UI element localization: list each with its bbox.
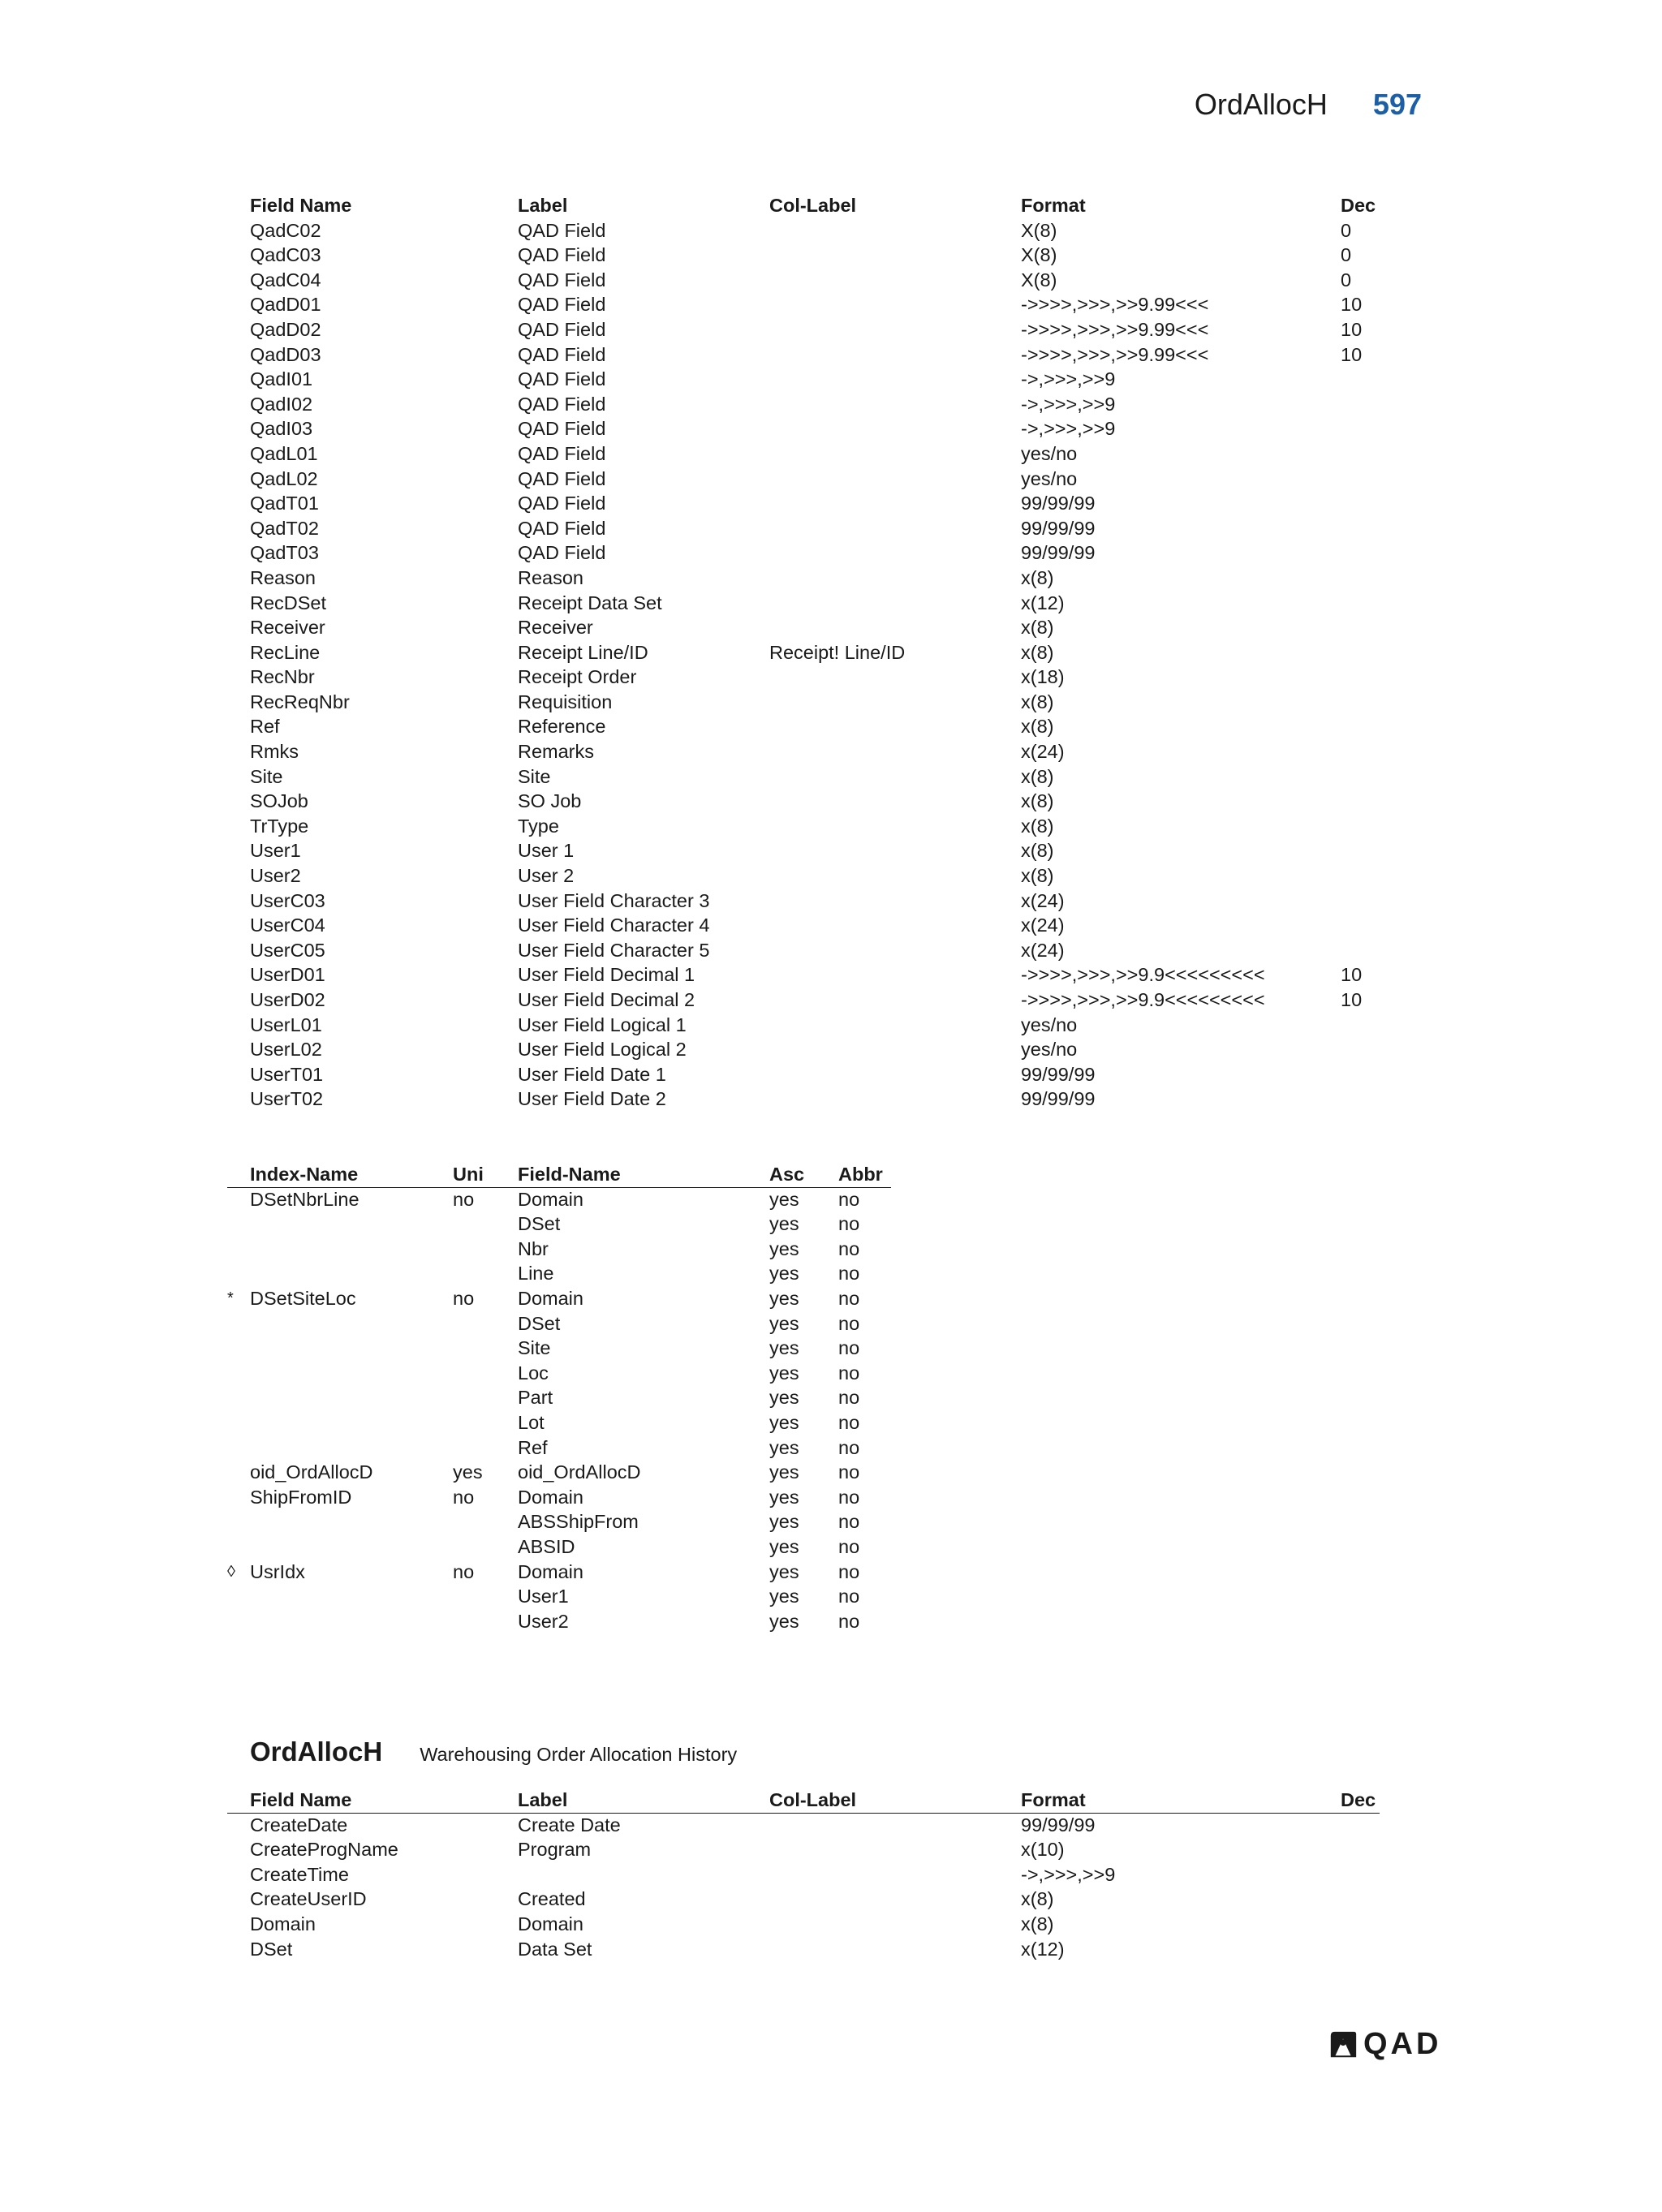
col-header-dec: Dec — [1341, 1789, 1376, 1810]
cell-label: User Field Character 5 — [518, 939, 710, 961]
cell-abbr: no — [838, 1560, 860, 1582]
cell-field-name: Lot — [518, 1411, 545, 1433]
cell-dec: 10 — [1341, 964, 1363, 986]
cell-abbr: no — [838, 1287, 860, 1309]
cell-asc: yes — [769, 1535, 799, 1557]
cell-asc: yes — [769, 1511, 799, 1533]
cell-field-name: QadC04 — [250, 269, 321, 290]
cell-format: ->>>>,>>>,>>9.99<<< — [1021, 318, 1209, 340]
cell-format: 99/99/99 — [1021, 542, 1096, 564]
cell-field-name: QadD02 — [250, 318, 321, 340]
cell-field-name: Domain — [518, 1560, 583, 1582]
cell-field-name: QadI03 — [250, 418, 313, 440]
cell-dec: 10 — [1341, 318, 1363, 340]
cell-field-name: QadT02 — [250, 517, 319, 539]
cell-abbr: no — [838, 1362, 860, 1384]
cell-field-name: TrType — [250, 815, 309, 837]
cell-field-name: QadT01 — [250, 493, 319, 514]
cell-field-name: SOJob — [250, 790, 308, 812]
cell-field-name: Loc — [518, 1362, 549, 1384]
cell-format: ->,>>>,>>9 — [1021, 368, 1116, 390]
cell-format: ->>>>,>>>,>>9.99<<< — [1021, 343, 1209, 365]
cell-asc: yes — [769, 1486, 799, 1508]
cell-field-name: Domain — [518, 1188, 583, 1210]
cell-format: x(8) — [1021, 1888, 1054, 1910]
col-header-format: Format — [1021, 1789, 1086, 1810]
cell-field-name: Line — [518, 1263, 554, 1285]
cell-field-name: Ref — [250, 716, 280, 738]
cell-label: QAD Field — [518, 294, 606, 316]
cell-field-name: CreateDate — [250, 1814, 348, 1835]
col-header-col-label: Col-Label — [769, 1789, 857, 1810]
col-header-uni: Uni — [453, 1164, 484, 1185]
cell-abbr: no — [838, 1411, 860, 1433]
cell-field-name: DSet — [518, 1213, 561, 1235]
cell-format: x(24) — [1021, 914, 1065, 936]
cell-field-name: Receiver — [250, 617, 325, 639]
cell-field-name: QadL01 — [250, 442, 318, 464]
cell-format: ->>>>,>>>,>>9.99<<< — [1021, 294, 1209, 316]
cell-field-name: Nbr — [518, 1237, 549, 1259]
cell-format: X(8) — [1021, 219, 1057, 241]
cell-dec: 0 — [1341, 244, 1352, 266]
cell-field-name: UserL02 — [250, 1039, 322, 1061]
col-header-asc: Asc — [769, 1164, 805, 1185]
cell-field-name: UserC05 — [250, 939, 325, 961]
cell-asc: yes — [769, 1287, 799, 1309]
cell-label: QAD Field — [518, 343, 606, 365]
cell-dec: 0 — [1341, 219, 1352, 241]
cell-index-name: UsrIdx — [250, 1560, 305, 1582]
cell-dec: 10 — [1341, 989, 1363, 1010]
cell-field-name: RecDSet — [250, 592, 327, 613]
cell-format: yes/no — [1021, 1013, 1078, 1035]
cell-format: x(24) — [1021, 741, 1065, 763]
cell-abbr: no — [838, 1511, 860, 1533]
cell-field-name: Site — [518, 1337, 551, 1359]
header-rule — [227, 1813, 1380, 1814]
qad-logo — [1328, 2027, 1441, 2062]
cell-label: Create Date — [518, 1814, 621, 1835]
cell-asc: yes — [769, 1337, 799, 1359]
cell-label: QAD Field — [518, 442, 606, 464]
cell-format: yes/no — [1021, 442, 1078, 464]
cell-uni: no — [453, 1287, 475, 1309]
cell-label: Receipt Order — [518, 666, 637, 688]
cell-field-name: User2 — [518, 1610, 569, 1632]
cell-label: QAD Field — [518, 368, 606, 390]
col-header-field-name: Field-Name — [518, 1164, 621, 1185]
cell-field-name: UserD02 — [250, 989, 325, 1010]
col-header-field-name: Field Name — [250, 1789, 352, 1810]
cell-field-name: QadC02 — [250, 219, 321, 241]
cell-format: 99/99/99 — [1021, 1088, 1096, 1110]
page-header — [1195, 88, 1422, 122]
cell-label: QAD Field — [518, 269, 606, 290]
cell-col-label: Receipt! Line/ID — [769, 641, 906, 663]
cell-field-name: DSet — [250, 1938, 293, 1960]
cell-field-name: User2 — [250, 865, 301, 887]
cell-format: x(8) — [1021, 691, 1054, 712]
cell-label: Reference — [518, 716, 606, 738]
cell-abbr: no — [838, 1387, 860, 1409]
cell-label: User Field Character 3 — [518, 889, 710, 911]
cell-abbr: no — [838, 1610, 860, 1632]
cell-label: Receiver — [518, 617, 593, 639]
col-header-field-name: Field Name — [250, 195, 352, 216]
cell-format: ->>>>,>>>,>>9.9<<<<<<<<< — [1021, 989, 1265, 1010]
cell-format: x(8) — [1021, 815, 1054, 837]
cell-format: x(24) — [1021, 889, 1065, 911]
cell-format: x(8) — [1021, 566, 1054, 588]
cell-index-name: oid_OrdAllocD — [250, 1461, 373, 1483]
cell-label: User Field Decimal 2 — [518, 989, 695, 1010]
cell-label: QAD Field — [518, 318, 606, 340]
cell-format: yes/no — [1021, 467, 1078, 489]
cell-label: QAD Field — [518, 393, 606, 415]
cell-field-name: UserT02 — [250, 1088, 324, 1110]
cell-uni: yes — [453, 1461, 483, 1483]
running-title: OrdAllocH — [1194, 88, 1328, 121]
cell-label: Receipt Line/ID — [518, 641, 648, 663]
cell-format: ->,>>>,>>9 — [1021, 418, 1116, 440]
cell-field-name: ABSShipFrom — [518, 1511, 639, 1533]
cell-abbr: no — [838, 1312, 860, 1334]
cell-label: User Field Decimal 1 — [518, 964, 695, 986]
qad-logo-text: QAD — [1363, 2027, 1442, 2061]
cell-format: X(8) — [1021, 269, 1057, 290]
cell-uni: no — [453, 1560, 475, 1582]
cell-format: yes/no — [1021, 1039, 1078, 1061]
cell-abbr: no — [838, 1461, 860, 1483]
cell-field-name: QadT03 — [250, 542, 319, 564]
cell-field-name: QadL02 — [250, 467, 318, 489]
cell-field-name: DSet — [518, 1312, 561, 1334]
cell-asc: yes — [769, 1362, 799, 1384]
cell-abbr: no — [838, 1263, 860, 1285]
cell-field-name: RecNbr — [250, 666, 315, 688]
cell-label: Created — [518, 1888, 586, 1910]
cell-format: x(24) — [1021, 939, 1065, 961]
cell-field-name: UserD01 — [250, 964, 325, 986]
cell-abbr: no — [838, 1486, 860, 1508]
cell-asc: yes — [769, 1461, 799, 1483]
cell-index-name: DSetNbrLine — [250, 1188, 360, 1210]
col-header-label: Label — [518, 1789, 568, 1810]
table-section-heading — [250, 1736, 737, 1767]
cell-label: Program — [518, 1839, 592, 1861]
cell-format: ->>>>,>>>,>>9.9<<<<<<<<< — [1021, 964, 1265, 986]
cell-label: Reason — [518, 566, 583, 588]
index-marker: * — [227, 1289, 234, 1307]
cell-dec: 10 — [1341, 294, 1363, 316]
cell-field-name: QadI02 — [250, 393, 313, 415]
cell-field-name: oid_OrdAllocD — [518, 1461, 641, 1483]
cell-label: User Field Character 4 — [518, 914, 710, 936]
cell-asc: yes — [769, 1387, 799, 1409]
col-header-format: Format — [1021, 195, 1086, 216]
cell-format: x(8) — [1021, 716, 1054, 738]
cell-field-name: Ref — [518, 1436, 548, 1458]
cell-field-name: Rmks — [250, 741, 299, 763]
cell-label: User Field Date 1 — [518, 1063, 666, 1085]
cell-abbr: no — [838, 1188, 860, 1210]
cell-label: User 1 — [518, 840, 575, 862]
cell-field-name: UserT01 — [250, 1063, 324, 1085]
cell-field-name: RecLine — [250, 641, 321, 663]
cell-label: QAD Field — [518, 542, 606, 564]
cell-asc: yes — [769, 1237, 799, 1259]
cell-field-name: CreateUserID — [250, 1888, 367, 1910]
cell-field-name: QadI01 — [250, 368, 313, 390]
cell-field-name: User1 — [518, 1586, 569, 1607]
cell-field-name: RecReqNbr — [250, 691, 350, 712]
cell-label: User 2 — [518, 865, 575, 887]
cell-label: SO Job — [518, 790, 582, 812]
cell-abbr: no — [838, 1586, 860, 1607]
cell-format: ->,>>>,>>9 — [1021, 393, 1116, 415]
cell-label: User Field Logical 2 — [518, 1039, 687, 1061]
cell-label: Site — [518, 765, 551, 787]
cell-label: QAD Field — [518, 219, 606, 241]
cell-field-name: User1 — [250, 840, 301, 862]
cell-format: x(12) — [1021, 1938, 1065, 1960]
cell-field-name: Domain — [518, 1486, 583, 1508]
cell-label: User Field Date 2 — [518, 1088, 666, 1110]
cell-field-name: Part — [518, 1387, 553, 1409]
cell-format: ->,>>>,>>9 — [1021, 1863, 1116, 1885]
cell-asc: yes — [769, 1560, 799, 1582]
cell-format: x(8) — [1021, 1913, 1054, 1934]
cell-label: User Field Logical 1 — [518, 1013, 687, 1035]
cell-field-name: Site — [250, 765, 283, 787]
cell-asc: yes — [769, 1312, 799, 1334]
cell-format: x(18) — [1021, 666, 1065, 688]
cell-format: X(8) — [1021, 244, 1057, 266]
page-number: 597 — [1372, 88, 1422, 121]
cell-format: 99/99/99 — [1021, 1814, 1096, 1835]
cell-field-name: ABSID — [518, 1535, 575, 1557]
col-header-col-label: Col-Label — [769, 195, 857, 216]
cell-format: x(8) — [1021, 641, 1054, 663]
cell-field-name: CreateTime — [250, 1863, 349, 1885]
cell-field-name: Domain — [518, 1287, 583, 1309]
cell-label: Domain — [518, 1913, 583, 1934]
cell-field-name: QadD01 — [250, 294, 321, 316]
cell-format: x(12) — [1021, 592, 1065, 613]
cell-dec: 10 — [1341, 343, 1363, 365]
cell-format: 99/99/99 — [1021, 517, 1096, 539]
cell-field-name: QadC03 — [250, 244, 321, 266]
cell-label: QAD Field — [518, 493, 606, 514]
cell-label: Requisition — [518, 691, 613, 712]
cell-format: x(10) — [1021, 1839, 1065, 1861]
cell-asc: yes — [769, 1586, 799, 1607]
cell-abbr: no — [838, 1237, 860, 1259]
col-header-dec: Dec — [1341, 195, 1376, 216]
col-header-index-name: Index-Name — [250, 1164, 359, 1185]
qad-logo-icon — [1328, 2029, 1358, 2060]
cell-format: 99/99/99 — [1021, 493, 1096, 514]
cell-abbr: no — [838, 1436, 860, 1458]
cell-uni: no — [453, 1188, 475, 1210]
cell-format: x(8) — [1021, 865, 1054, 887]
cell-field-name: Domain — [250, 1913, 316, 1934]
index-marker: ◊ — [227, 1562, 235, 1581]
cell-label: Type — [518, 815, 559, 837]
cell-asc: yes — [769, 1436, 799, 1458]
cell-field-name: QadD03 — [250, 343, 321, 365]
cell-field-name: CreateProgName — [250, 1839, 398, 1861]
cell-abbr: no — [838, 1213, 860, 1235]
cell-format: x(8) — [1021, 617, 1054, 639]
cell-uni: no — [453, 1486, 475, 1508]
cell-asc: yes — [769, 1610, 799, 1632]
cell-dec: 0 — [1341, 269, 1352, 290]
table-description: Warehousing Order Allocation History — [420, 1744, 738, 1765]
cell-label: QAD Field — [518, 467, 606, 489]
cell-index-name: ShipFromID — [250, 1486, 352, 1508]
cell-format: x(8) — [1021, 840, 1054, 862]
cell-label: QAD Field — [518, 517, 606, 539]
cell-format: x(8) — [1021, 790, 1054, 812]
cell-field-name: UserL01 — [250, 1013, 322, 1035]
cell-field-name: UserC03 — [250, 889, 325, 911]
cell-label: Data Set — [518, 1938, 592, 1960]
cell-index-name: DSetSiteLoc — [250, 1287, 356, 1309]
cell-abbr: no — [838, 1535, 860, 1557]
cell-label: Remarks — [518, 741, 595, 763]
cell-asc: yes — [769, 1188, 799, 1210]
col-header-abbr: Abbr — [838, 1164, 883, 1185]
cell-label: QAD Field — [518, 418, 606, 440]
col-header-label: Label — [518, 195, 568, 216]
cell-format: x(8) — [1021, 765, 1054, 787]
cell-asc: yes — [769, 1411, 799, 1433]
cell-field-name: UserC04 — [250, 914, 325, 936]
table-name: OrdAllocH — [250, 1736, 383, 1767]
cell-asc: yes — [769, 1263, 799, 1285]
cell-format: 99/99/99 — [1021, 1063, 1096, 1085]
cell-label: QAD Field — [518, 244, 606, 266]
cell-abbr: no — [838, 1337, 860, 1359]
cell-label: Receipt Data Set — [518, 592, 662, 613]
cell-field-name: Reason — [250, 566, 316, 588]
cell-asc: yes — [769, 1213, 799, 1235]
